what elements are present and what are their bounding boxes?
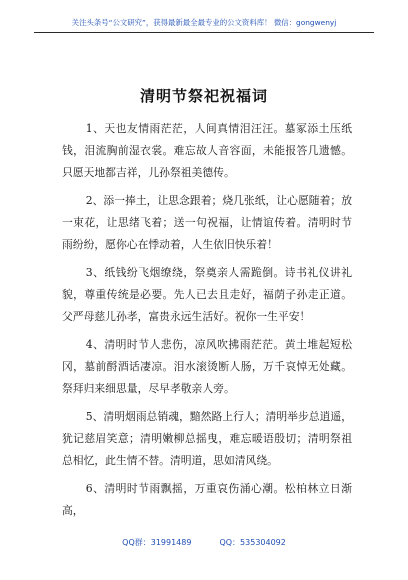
document-body: [62, 118, 352, 528]
header-notice: 关注头条号“公文研究”，获得最新最全最专业的公文资料库！ 微信：gongwenyj: [71, 18, 337, 27]
header-divider: [34, 32, 374, 33]
footer-qq-number: QQ：535304092: [219, 538, 286, 547]
paragraph-2: 2、添一捧土，让思念跟着；烧几张纸，让心愿随着；放一束花，让思绪飞着；送一句祝福，让情谊传着。清明时节雨纷纷，愿你心在悸动着，人生依旧快乐着！: [62, 194, 352, 251]
paragraph-1: 1、天也友情雨茫茫，人间真情泪汪汪。墓冢添土压纸钱，泪流胸前湿衣裳。难忘故人音容面，未能报答几遗憾。只愿天地都吉祥，儿孙祭祖美德传。: [62, 122, 352, 179]
paragraph-4: 4、清明时节人悲伤，凉风吹拂雨茫茫。黄土堆起短松冈，墓前酹酒话凄凉。泪水滚烫断人肠，万千哀悼无处藏。祭拜归来细思量，尽早孝敬亲人旁。: [62, 338, 352, 395]
document-title: 清明节祭祀祝福词: [139, 87, 268, 105]
footer-contact: [0, 538, 408, 548]
paragraph-5: 5、清明烟雨总销魂，黯然路上行人；清明举步总逍遥，犹记慈眉笑意；清明嫩柳总摇曳，难忘暖语殷切；清明祭祖总相忆，此生情不替。清明道，思如清风绕。: [62, 410, 352, 467]
paragraph-6: 6、清明时节雨飘摇，万重哀伤涌心潮。松柏林立日渐高，: [62, 482, 352, 517]
footer-qq-group: QQ群：31991489: [122, 538, 192, 547]
paragraph-3: 3、纸钱纷飞烟缭绕，祭奠亲人需跪倒。诗书礼仪讲礼貌，尊重传统是必要。先人已去且走好，福荫子孙走正道。父严母慈儿孙孝，富贵永远生活好。祝你一生平安！: [62, 266, 352, 323]
